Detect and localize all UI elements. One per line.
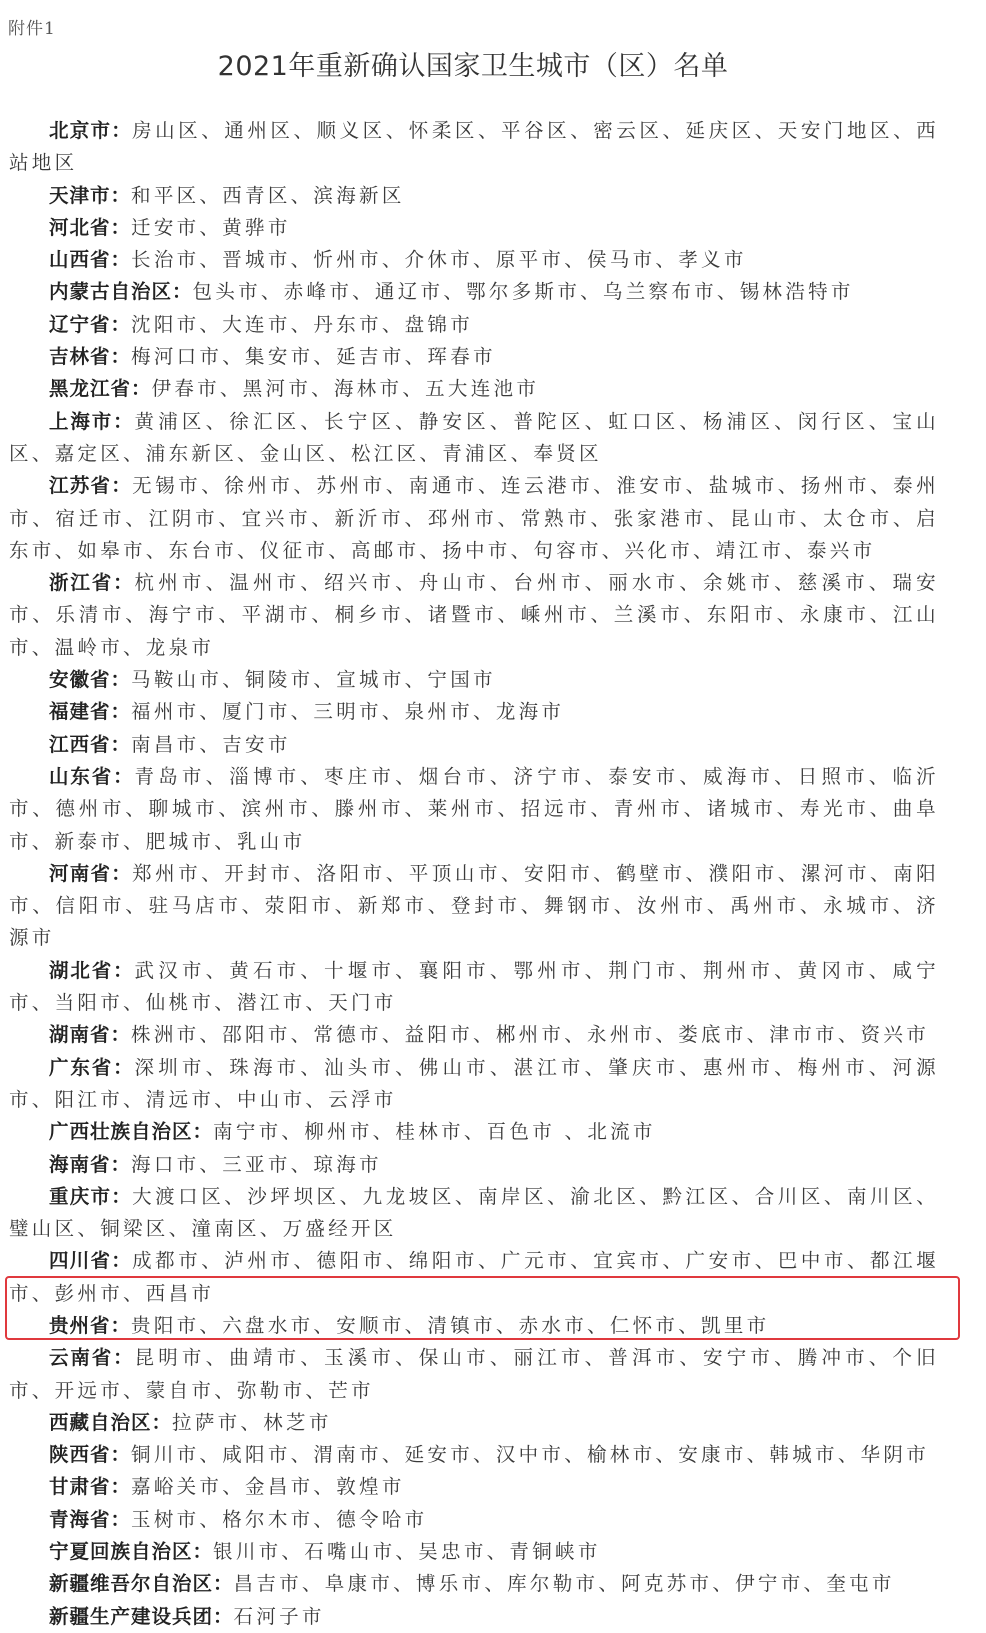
list-item-jiangxi: [9, 729, 939, 761]
region-name: 黑龙江省：: [49, 377, 152, 401]
city-names: 南昌市、吉安市: [131, 732, 291, 756]
list-item-yunnan: [9, 1342, 939, 1407]
city-names: 长治市、晋城市、忻州市、介休市、原平市、侯马市、孝义市: [131, 248, 747, 272]
list-item-hunan: [9, 1019, 939, 1051]
city-names: 拉萨市、林芝市: [172, 1410, 332, 1434]
city-names: 房山区、通州区、顺义区、怀柔区、平谷区、密云区、延庆区、天安门地区、西站地区: [9, 119, 939, 175]
region-name: 山西省：: [49, 248, 132, 272]
region-name: 河南省：: [49, 861, 133, 885]
region-name: 宁夏回族自治区：: [49, 1540, 214, 1564]
list-item-henan: [9, 858, 939, 955]
list-item-liaoning: [9, 309, 939, 341]
region-name: 重庆市：: [49, 1184, 133, 1208]
region-name: 甘肃省：: [49, 1475, 132, 1499]
region-name: 广东省：: [49, 1055, 135, 1079]
list-item-tianjin: [9, 180, 939, 212]
region-name: 云南省：: [49, 1346, 135, 1370]
city-names: 福州市、厦门市、三明市、泉州市、龙海市: [131, 700, 565, 724]
city-names: 嘉峪关市、金昌市、敦煌市: [131, 1475, 405, 1499]
region-name: 山东省：: [49, 764, 135, 788]
list-item-heilongjiang: [9, 373, 939, 405]
city-names: 大渡口区、沙坪坝区、九龙坡区、南岸区、渝北区、黔江区、合川区、南川区、璧山区、铜梁区、潼南区、万盛经开区: [9, 1184, 939, 1241]
region-name: 上海市：: [49, 409, 135, 433]
region-name: 北京市：: [49, 119, 133, 142]
city-names: 无锡市、徐州市、苏州市、南通市、连云港市、淮安市、盐城市、扬州市、泰州市、宿迁市、江阴市、宜兴市、新沂市、邳州市、常熟市、张家港市、昆山市、太仓市、启东市、如皋市、东台市、仪征市、高邮市、扬中市、句容市、兴化市、靖江市、泰兴市: [9, 474, 939, 562]
city-names: 昌吉市、阜康市、博乐市、库尔勒市、阿克苏市、伊宁市、奎屯市: [233, 1572, 895, 1596]
list-item-shaanxi: [9, 1439, 939, 1471]
city-names: 马鞍山市、铜陵市、宣城市、宁国市: [131, 668, 496, 692]
region-name: 安徽省：: [49, 668, 132, 692]
city-names: 郑州市、开封市、洛阳市、平顶山市、安阳市、鹤壁市、濮阳市、漯河市、南阳市、信阳市、驻马店市、荥阳市、新郑市、登封市、舞钢市、汝州市、禹州市、永城市、济源市: [9, 861, 939, 950]
city-names: 梅河口市、集安市、延吉市、珲春市: [131, 345, 496, 369]
list-item-qinghai: [9, 1504, 939, 1536]
list-item-chongqing: [9, 1181, 939, 1246]
list-item-gansu: [9, 1471, 939, 1503]
list-item-anhui: [9, 664, 939, 696]
list-item-hainan: [9, 1149, 939, 1181]
region-name: 新疆维吾尔自治区：: [49, 1572, 234, 1596]
list-item-neimenggu: [9, 276, 939, 308]
list-item-zhejiang: [9, 567, 939, 664]
list-item-hubei: [9, 955, 939, 1020]
region-name: 河北省：: [49, 215, 132, 239]
city-names: 和平区、西青区、滨海新区: [131, 183, 405, 207]
region-name: 浙江省：: [49, 571, 135, 595]
city-names: 株洲市、邵阳市、常德市、益阳市、郴州市、永州市、娄底市、津市市、资兴市: [131, 1023, 930, 1047]
city-names: 玉树市、格尔木市、德令哈市: [131, 1507, 428, 1531]
list-item-beijing: [9, 115, 939, 180]
list-item-guangdong: [9, 1052, 939, 1117]
list-item-xizang: [9, 1407, 939, 1439]
list-item-ningxia: [9, 1536, 939, 1568]
region-name: 湖北省：: [49, 958, 135, 982]
city-names: 昆明市、曲靖市、玉溪市、保山市、丽江市、普洱市、安宁市、腾冲市、个旧市、开远市、蒙自市、弥勒市、芒市: [9, 1346, 939, 1402]
city-names: 海口市、三亚市、琼海市: [131, 1152, 382, 1176]
region-name: 青海省：: [49, 1507, 132, 1531]
region-name: 辽宁省：: [49, 312, 132, 336]
list-item-guangxi: [9, 1116, 939, 1148]
city-names: 杭州市、温州市、绍兴市、舟山市、台州市、丽水市、余姚市、慈溪市、瑞安市、乐清市、海宁市、平湖市、桐乡市、诸暨市、嵊州市、兰溪市、东阳市、永康市、江山市、温岭市、龙泉市: [9, 571, 939, 659]
attachment-label: 附件1: [8, 19, 56, 39]
city-names: 铜川市、咸阳市、渭南市、延安市、汉中市、榆林市、安康市、韩城市、华阴市: [131, 1443, 930, 1467]
city-names: 银川市、石嘴山市、吴忠市、青铜峡市: [213, 1540, 601, 1564]
list-item-jiangsu: [9, 470, 939, 567]
city-names: 青岛市、淄博市、枣庄市、烟台市、济宁市、泰安市、威海市、日照市、临沂市、德州市、聊城市、滨州市、滕州市、莱州市、招远市、青州市、诸城市、寿光市、曲阜市、新泰市、肥城市、乳山市: [9, 764, 939, 853]
document-title: 2021年重新确认国家卫生城市（区）名单: [217, 51, 729, 82]
region-name: 福建省：: [49, 700, 132, 724]
city-names: 伊春市、黑河市、海林市、五大连池市: [151, 377, 540, 401]
list-item-xinjiang: [9, 1568, 939, 1600]
region-name: 湖南省：: [49, 1023, 132, 1047]
list-item-jilin: [9, 341, 939, 373]
region-name: 新疆生产建设兵团：: [49, 1604, 234, 1628]
city-names: 沈阳市、大连市、丹东市、盘锦市: [131, 312, 474, 336]
region-name: 西藏自治区：: [49, 1410, 173, 1434]
city-names: 南宁市、柳州市、桂林市、百色市 、北流市: [213, 1120, 656, 1144]
city-names: 石河子市: [233, 1604, 325, 1628]
city-names: 武汉市、黄石市、十堰市、襄阳市、鄂州市、荆门市、荆州市、黄冈市、咸宁市、当阳市、仙桃市、潜江市、天门市: [9, 958, 939, 1015]
list-item-shanghai: [9, 406, 939, 471]
city-names: 包头市、赤峰市、通辽市、鄂尔多斯市、乌兰察布市、锡林浩特市: [192, 280, 854, 304]
city-list: [9, 115, 939, 1633]
region-name: 陕西省：: [49, 1443, 132, 1467]
region-name: 吉林省：: [49, 345, 132, 369]
region-name: 天津市：: [49, 183, 132, 207]
region-name: 内蒙古自治区：: [49, 280, 193, 304]
region-name: 江苏省：: [49, 474, 133, 498]
region-name: 广西壮族自治区：: [49, 1120, 214, 1144]
list-item-shandong: [9, 761, 939, 858]
city-names: 成都市、泸州市、德阳市、绵阳市、广元市、宜宾市、广安市、巴中市、都江堰市、彭州市、西昌市: [9, 1249, 939, 1305]
list-item-guizhou: [9, 1310, 939, 1342]
list-item-hebei: [9, 212, 939, 244]
city-names: 迁安市、黄骅市: [131, 215, 291, 239]
region-name: 贵州省：: [49, 1313, 132, 1337]
list-item-sichuan: [9, 1245, 939, 1310]
list-item-bingtuan: [9, 1601, 939, 1633]
region-name: 四川省：: [49, 1249, 133, 1273]
region-name: 江西省：: [49, 732, 132, 756]
list-item-fujian: [9, 696, 939, 728]
city-names: 黄浦区、徐汇区、长宁区、静安区、普陀区、虹口区、杨浦区、闵行区、宝山区、嘉定区、浦东新区、金山区、松江区、青浦区、奉贤区: [9, 409, 939, 465]
region-name: 海南省：: [49, 1152, 132, 1176]
city-names: 深圳市、珠海市、汕头市、佛山市、湛江市、肇庆市、惠州市、梅州市、河源市、阳江市、清远市、中山市、云浮市: [9, 1055, 939, 1111]
list-item-shanxi: [9, 244, 939, 276]
city-names: 贵阳市、六盘水市、安顺市、清镇市、赤水市、仁怀市、凯里市: [131, 1313, 770, 1337]
